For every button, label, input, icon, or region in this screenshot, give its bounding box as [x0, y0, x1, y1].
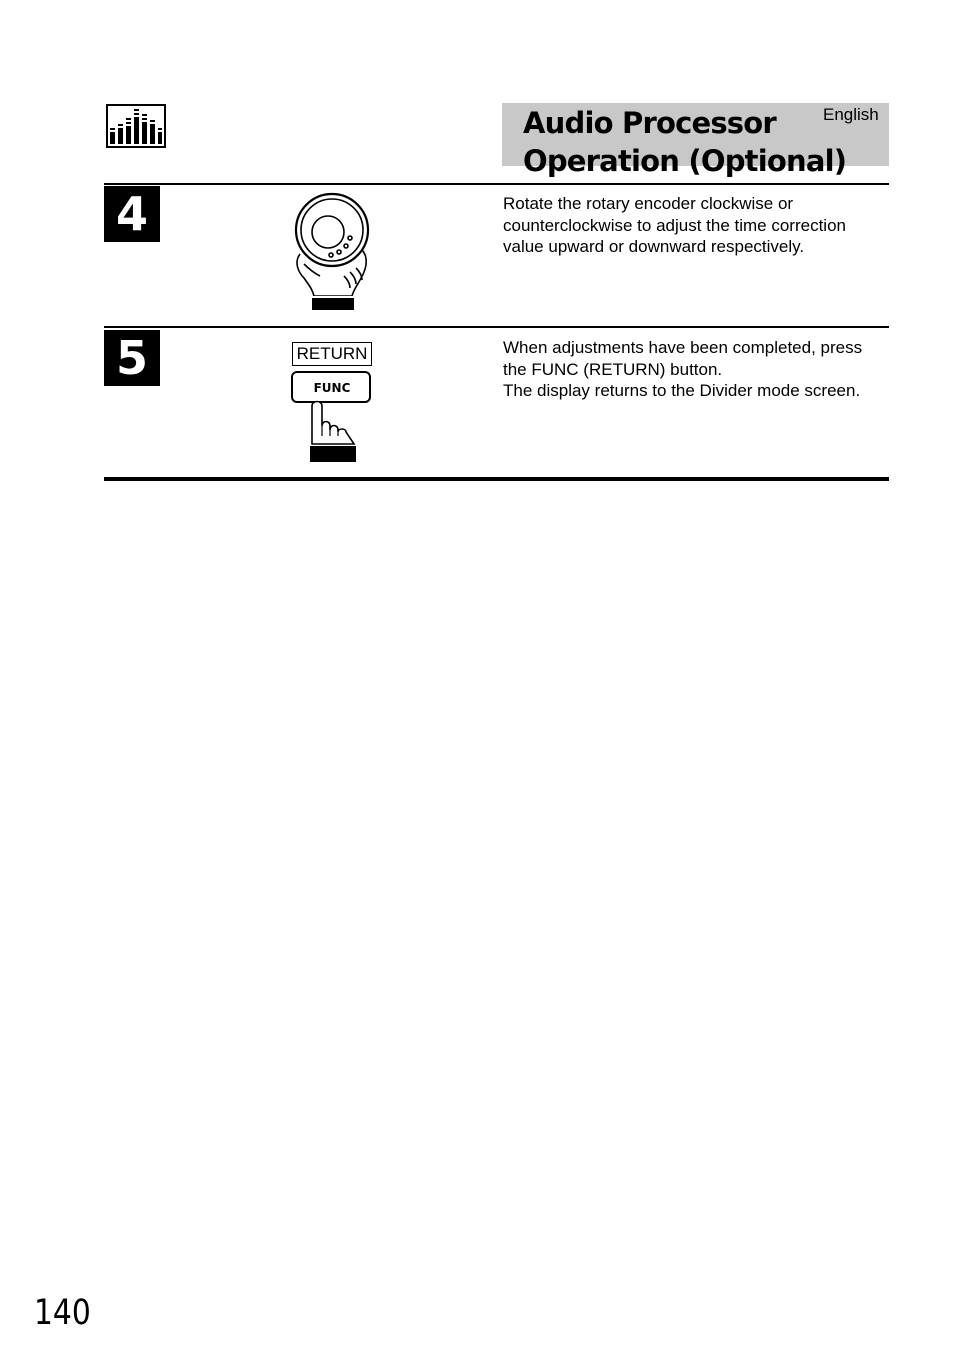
step-text-line: Rotate the rotary encoder clockwise or [503, 194, 794, 213]
step-text-line: The display returns to the Divider mode screen. [503, 381, 861, 400]
step-text-line: value upward or downward respectively. [503, 237, 805, 256]
section-divider [104, 326, 889, 328]
finger-pressing-func-button-icon [290, 370, 374, 464]
page-title-line-2: Operation (Optional) [523, 144, 847, 178]
section-end-rule [104, 477, 889, 481]
func-button-label: FUNC [313, 381, 351, 395]
step-text-line: the FUNC (RETURN) button. [503, 359, 723, 379]
step-text-line: When adjustments have been completed, press [503, 338, 863, 357]
page-title-line-1: Audio Processor [523, 106, 776, 140]
step-4-description [503, 193, 903, 258]
section-divider [104, 183, 889, 185]
language-label: English [823, 105, 879, 124]
equalizer-logo [106, 104, 166, 148]
step-text-line: counterclockwise to adjust the time correction [503, 215, 846, 235]
step-5-description [503, 337, 903, 402]
step-number: 5 [104, 330, 160, 386]
step-number: 4 [104, 186, 160, 242]
return-caption: RETURN [292, 342, 372, 366]
page-number: 140 [34, 1293, 91, 1333]
page-title [523, 104, 846, 180]
hand-turning-rotary-encoder-icon [290, 192, 374, 312]
equalizer-bars-icon [108, 106, 164, 146]
